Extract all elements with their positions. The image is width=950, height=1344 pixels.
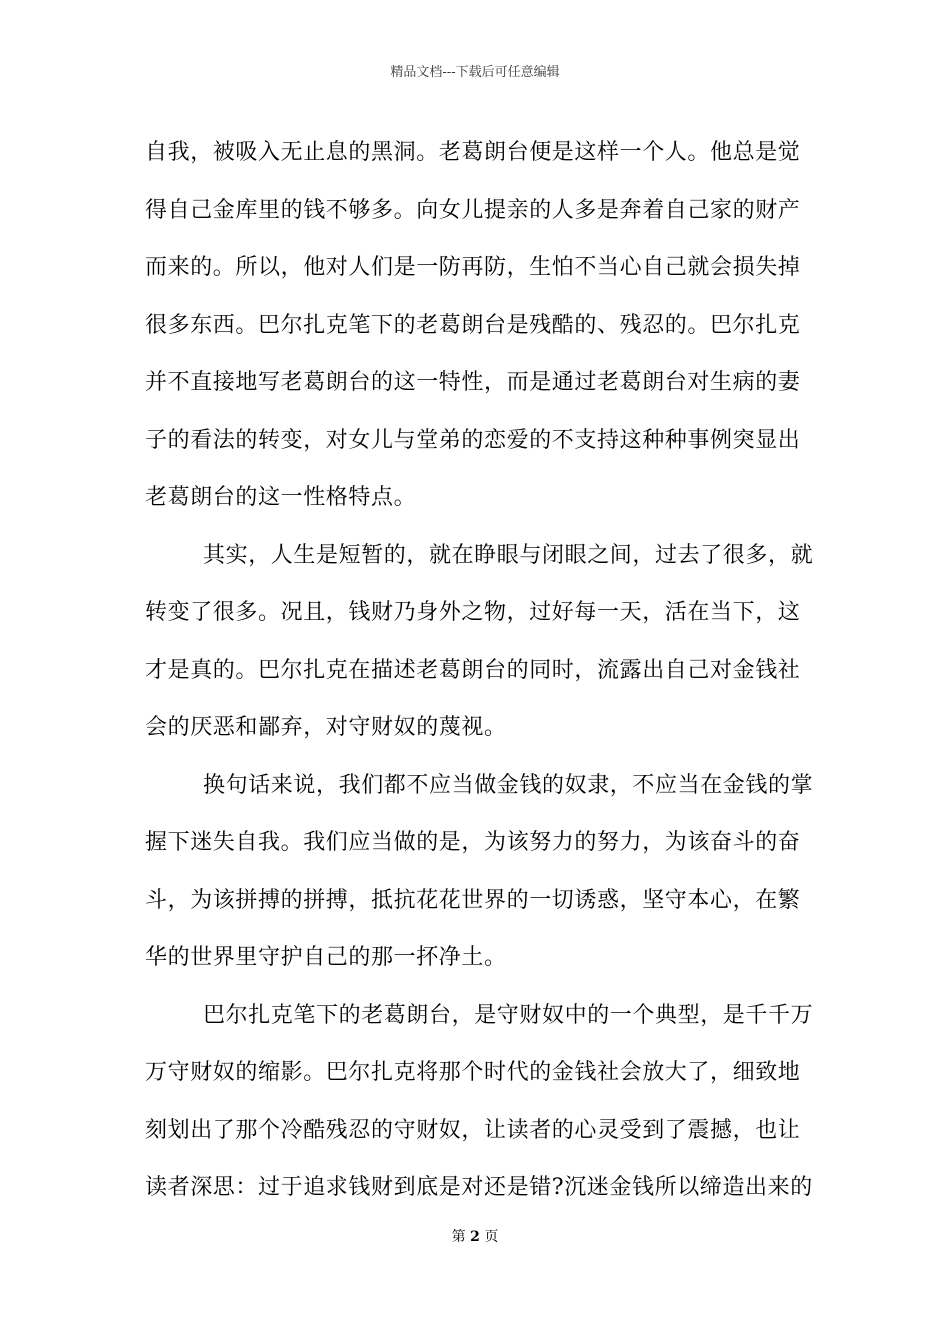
text-line: 才是真的。巴尔扎克在描述老葛朗台的同时，流露出自己对金钱社 [145, 657, 801, 683]
text-line: 会的厌恶和鄙弃，对守财奴的蔑视。 [145, 715, 507, 740]
text-line: 子的看法的转变，对女儿与堂弟的恋爱的不支持这种种事例突显出 [145, 427, 801, 453]
text-line: 万守财奴的缩影。巴尔扎克将那个时代的金钱社会放大了，细致地 [145, 1060, 801, 1085]
page-header [0, 64, 950, 82]
header-text: 精品文档---下载后可任意编辑 [390, 65, 560, 80]
page-footer [0, 1227, 950, 1247]
text-line: 而来的。所以，他对人们是一防再防，生怕不当心自己就会损失掉 [145, 255, 801, 280]
page-suffix: 页 [484, 1229, 499, 1245]
text-line: 自我，被吸入无止息的黑洞。老葛朗台便是这样一个人。他总是觉 [145, 140, 801, 165]
paragraph-first-line: 换句话来说，我们都不应当做金钱的奴隶，不应当在金钱的掌 [203, 772, 814, 798]
page-number: 2 [470, 1229, 480, 1245]
page-prefix: 第 [451, 1229, 466, 1245]
text-line: 转变了很多。况且，钱财乃身外之物，过好每一天，活在当下，这 [145, 600, 801, 625]
text-line: 读者深思：过于追求钱财到底是对还是错?沉迷金钱所以缔造出来的 [145, 1175, 813, 1200]
paragraph-first-line: 巴尔扎克笔下的老葛朗台，是守财奴中的一个典型，是千千万 [203, 1002, 814, 1028]
text-line: 老葛朗台的这一性格特点。 [145, 485, 417, 510]
text-line: 并不直接地写老葛朗台的这一特性，而是通过老葛朗台对生病的妻 [145, 370, 801, 395]
text-line: 很多东西。巴尔扎克笔下的老葛朗台是残酷的、残忍的。巴尔扎克 [145, 312, 801, 338]
paragraph-first-line: 其实，人生是短暂的，就在睁眼与闭眼之间，过去了很多，就 [203, 542, 814, 568]
text-line: 斗，为该拼搏的拼搏，抵抗花花世界的一切诱惑，坚守本心，在繁 [145, 887, 801, 913]
text-line: 得自己金库里的钱不够多。向女儿提亲的人多是奔着自己家的财产 [145, 197, 801, 223]
text-line: 刻划出了那个冷酷残忍的守财奴，让读者的心灵受到了震撼，也让 [145, 1117, 801, 1143]
text-line: 华的世界里守护自己的那一抔净土。 [145, 945, 507, 970]
text-line: 握下迷失自我。我们应当做的是，为该努力的努力，为该奋斗的奋 [145, 830, 801, 855]
document-body [145, 130, 814, 1223]
